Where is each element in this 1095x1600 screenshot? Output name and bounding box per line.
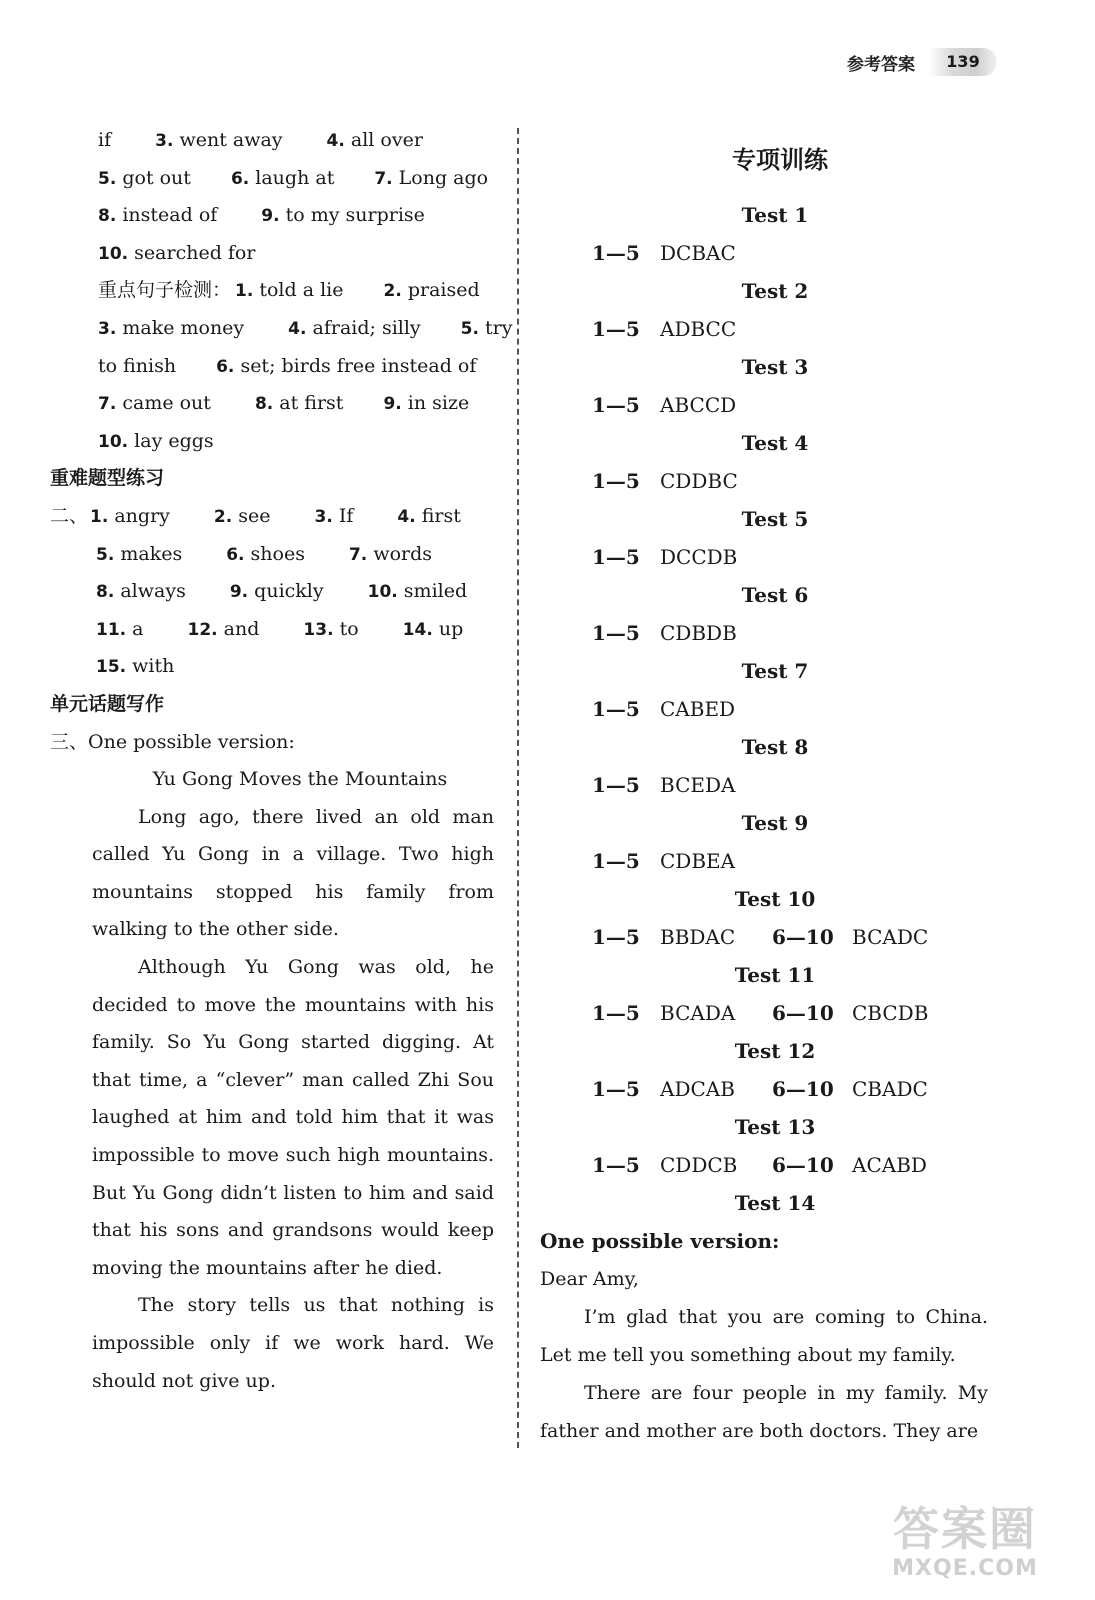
- item-number: 1.: [90, 506, 109, 527]
- item-text: first: [421, 504, 461, 527]
- item-text: angry: [114, 504, 170, 527]
- answer-line: [50, 310, 513, 348]
- test-answers: [540, 842, 1000, 880]
- test-block: [540, 804, 1000, 880]
- answer-item: [98, 423, 214, 462]
- answer-block-top: [50, 122, 500, 272]
- answer-item: [288, 310, 421, 349]
- item-number: 5.: [98, 168, 117, 189]
- item-text: makes: [120, 542, 183, 565]
- item-number: 2.: [383, 281, 402, 302]
- answer-range: 1—5: [592, 697, 640, 721]
- item-text: quickly: [254, 580, 324, 603]
- watermark-bottom: MXQE.COM: [892, 1556, 1038, 1581]
- answer-item: [383, 385, 469, 424]
- letter-paragraph: There are four people in my family. My father and mother are both doctors. They are: [540, 1382, 988, 1442]
- item-number: 6.: [226, 544, 245, 565]
- item-text: If: [338, 504, 354, 527]
- item-text: went away: [179, 129, 283, 151]
- answer-item: [383, 272, 479, 311]
- test-name: Test 7: [741, 659, 809, 683]
- answer-letters: CDBDB: [660, 621, 737, 645]
- section2-title: 重难题型练习: [50, 467, 165, 490]
- test-answers: [540, 994, 1000, 1032]
- answer-letters: CDDCB: [660, 1153, 738, 1177]
- item-text: always: [120, 580, 186, 603]
- test-block: [540, 424, 1000, 500]
- item-number: 6.: [216, 356, 235, 377]
- page-number: 139: [929, 48, 997, 76]
- answer-item: [374, 160, 488, 199]
- answer-range: 1—5: [592, 545, 640, 569]
- item-number: 4.: [397, 506, 416, 527]
- item-number: 3.: [155, 131, 174, 151]
- page-header: [847, 48, 997, 76]
- letter-paragraph: I’m glad that you are coming to China. Let me tell you something about my family.: [540, 1306, 988, 1366]
- item-text: told a lie: [259, 279, 344, 302]
- answer-line: [50, 498, 500, 536]
- answer-line: [50, 648, 500, 686]
- answer-item: [315, 498, 354, 537]
- test-name: Test 11: [734, 963, 816, 987]
- item-text: afraid; silly: [312, 316, 421, 339]
- special-training-title: 专项训练: [732, 146, 828, 174]
- test-block: [540, 196, 1000, 272]
- item-number: 2.: [213, 506, 233, 527]
- test-block: [540, 652, 1000, 728]
- answer-line: [50, 573, 500, 611]
- item-text: make money: [122, 316, 245, 339]
- item-text: up: [438, 617, 464, 640]
- watermark-logo: [865, 1502, 1065, 1592]
- answer-range: 1—5: [592, 469, 640, 493]
- answer-item: [349, 536, 432, 575]
- item-number: 9.: [383, 394, 402, 415]
- test-block: [540, 728, 1000, 804]
- answer-letters: CDBEA: [660, 849, 736, 873]
- test-block: [540, 576, 1000, 652]
- test-name: Test 5: [741, 507, 809, 531]
- test-name: Test 10: [734, 887, 816, 911]
- answer-item: [327, 122, 423, 161]
- test-block: [540, 1108, 1000, 1184]
- answer-letters: BCEDA: [660, 773, 736, 797]
- answer-range: 6—10: [772, 1153, 834, 1177]
- test-block: [540, 880, 1000, 956]
- item-text: smiled: [403, 580, 468, 603]
- test-block: [540, 272, 1000, 348]
- item-number: 7.: [98, 394, 117, 415]
- item-text: with: [132, 655, 175, 678]
- answer-range: 1—5: [592, 317, 640, 341]
- section3-prefix: 三、: [50, 730, 89, 753]
- item-text: lay eggs: [134, 429, 214, 452]
- test-name: Test 8: [741, 735, 809, 759]
- answer-item: [96, 536, 182, 575]
- answer-letters: ABCCD: [660, 393, 737, 417]
- key-sentences-block: [50, 310, 513, 460]
- answer-item: [98, 197, 217, 236]
- essay-title: Yu Gong Moves the Mountains: [152, 768, 448, 791]
- item-text: to finish: [98, 354, 177, 377]
- item-text: try: [485, 316, 513, 339]
- test-answers: [540, 690, 1000, 728]
- answer-letters: DCCDB: [660, 545, 738, 569]
- answer-range: 1—5: [592, 1001, 640, 1025]
- item-text: in size: [407, 392, 470, 415]
- item-number: 5.: [460, 318, 479, 339]
- key-sentences-label: 重点句子检测：: [98, 279, 232, 302]
- item-text: came out: [122, 392, 211, 415]
- answer-item: [216, 348, 476, 387]
- test-name: Test 1: [741, 203, 809, 227]
- item-number: 1.: [235, 281, 254, 302]
- answer-item: [235, 272, 343, 311]
- item-text: got out: [122, 166, 191, 189]
- test-block: [540, 1032, 1000, 1108]
- answer-letters: CABED: [660, 697, 736, 721]
- test-name: Test 4: [741, 431, 809, 455]
- test-name: Test 13: [734, 1115, 816, 1139]
- watermark-top: 答案圈: [893, 1502, 1037, 1556]
- essay: [50, 761, 494, 1400]
- answer-item: [98, 385, 211, 424]
- item-number: 7.: [348, 544, 368, 565]
- answer-item: [90, 498, 170, 537]
- item-number: 8.: [254, 394, 274, 415]
- test-name: Test 6: [741, 583, 809, 607]
- answer-item: [96, 573, 186, 612]
- item-text: see: [238, 504, 271, 527]
- essay-paragraph: Although Yu Gong was old, he decided to move the mountains with his family. So Yu Gong started digging. At that time, a “clever” man called Zhi Sou laughed at him and told him that it was impossible to move such high mountains. But Yu Gong didn’t listen to him and said that his sons and grandsons would keep moving the mountains after he died.: [92, 956, 494, 1279]
- answer-letters: BBDAC: [660, 925, 736, 949]
- answer-range: 1—5: [592, 1153, 640, 1177]
- item-number: 7.: [374, 168, 393, 189]
- answer-range: 6—10: [772, 1001, 834, 1025]
- test-answers: [540, 462, 1000, 500]
- answer-range: 1—5: [592, 1077, 640, 1101]
- answer-letters: BCADA: [660, 1001, 736, 1025]
- item-text: searched for: [134, 241, 256, 264]
- answer-item: [98, 160, 191, 199]
- item-number: 10.: [98, 243, 129, 264]
- letter-greeting: Dear Amy,: [540, 1268, 639, 1290]
- item-text: if: [98, 129, 112, 151]
- test-block: [540, 348, 1000, 424]
- test-14-name: Test 14: [734, 1191, 816, 1215]
- item-number: 8.: [96, 582, 115, 603]
- test-answers: [540, 918, 1000, 956]
- answer-line: [50, 536, 500, 574]
- answer-item: [261, 197, 425, 236]
- header-label: 参考答案: [847, 54, 915, 75]
- answer-letters: CBADC: [852, 1077, 928, 1101]
- answer-item: [231, 160, 334, 199]
- answer-letters: CDDBC: [660, 469, 738, 493]
- item-number: 6.: [230, 168, 250, 189]
- item-text: praised: [407, 279, 480, 302]
- item-number: 13.: [303, 619, 334, 640]
- test-block: [540, 956, 1000, 1032]
- answer-range: 1—5: [592, 241, 640, 265]
- answer-line: [50, 122, 500, 160]
- answer-item: [214, 498, 271, 537]
- answer-line: [50, 385, 500, 423]
- essay-paragraph: Long ago, there lived an old man called Yu Gong in a village. Two high mountains stopped his family from walking to the other side.: [92, 805, 494, 941]
- right-column: [540, 140, 1000, 1450]
- item-text: words: [373, 542, 433, 565]
- test-name: Test 3: [741, 355, 809, 379]
- tests-list: [540, 196, 1000, 1184]
- answer-line: [50, 611, 500, 649]
- essay-paragraph: The story tells us that nothing is impossible only if we work hard. We should not give up.: [92, 1294, 494, 1392]
- test-answers: [540, 386, 1000, 424]
- section3-title: 单元话题写作: [50, 692, 165, 715]
- test-answers: [540, 538, 1000, 576]
- answer-letters: CBCDB: [852, 1001, 929, 1025]
- item-number: 15.: [96, 657, 127, 678]
- item-number: 4.: [326, 131, 345, 151]
- item-number: 11.: [96, 619, 127, 640]
- answer-item: [98, 122, 111, 160]
- column-divider: [517, 128, 519, 1448]
- test-answers: [540, 1070, 1000, 1108]
- test-answers: [540, 766, 1000, 804]
- answer-item: [96, 611, 144, 650]
- answer-range: 1—5: [592, 621, 640, 645]
- answer-letters: DCBAC: [660, 241, 736, 265]
- test-block: [540, 500, 1000, 576]
- test-answers: [540, 310, 1000, 348]
- answer-item: [188, 611, 260, 650]
- item-text: a: [132, 617, 144, 640]
- test-answers: [540, 614, 1000, 652]
- answer-item: [226, 536, 305, 575]
- answer-line: [235, 279, 480, 301]
- item-number: 9.: [261, 206, 280, 227]
- answer-letters: ADBCC: [660, 317, 737, 341]
- item-number: 12.: [187, 619, 218, 640]
- answer-line: [50, 197, 500, 235]
- answer-item: [397, 498, 461, 537]
- item-text: Long ago: [398, 166, 489, 189]
- test-name: Test 12: [734, 1039, 816, 1063]
- item-number: 3.: [314, 506, 333, 527]
- item-text: and: [223, 617, 260, 640]
- answer-item: [155, 122, 282, 161]
- answer-range: 1—5: [592, 925, 640, 949]
- key-sentences-line: [50, 272, 500, 310]
- test-answers: [540, 234, 1000, 272]
- item-text: laugh at: [255, 166, 335, 189]
- answer-range: 1—5: [592, 773, 640, 797]
- item-number: 3.: [98, 318, 117, 339]
- item-text: to my surprise: [285, 204, 425, 227]
- answer-range: 1—5: [592, 393, 640, 417]
- answer-item: [98, 235, 255, 274]
- version-label: One possible version:: [540, 1229, 780, 1253]
- item-text: shoes: [250, 542, 305, 565]
- answer-line: [50, 235, 500, 273]
- left-column: [50, 122, 513, 1400]
- item-text: to: [339, 617, 359, 640]
- answer-line: [50, 160, 500, 198]
- test-name: Test 9: [741, 811, 809, 835]
- section2-prefix: 二、: [50, 504, 89, 527]
- item-number: 4.: [288, 318, 307, 339]
- test-name: Test 2: [741, 279, 809, 303]
- answer-item: [255, 385, 344, 424]
- answer-letters: ACABD: [852, 1153, 927, 1177]
- section3-intro-line: [50, 724, 500, 762]
- answer-item: [230, 573, 324, 612]
- answer-item: [96, 648, 174, 687]
- answer-range: 6—10: [772, 925, 834, 949]
- answer-line: [50, 423, 500, 461]
- item-text: at first: [279, 392, 344, 415]
- section3-intro: One possible version:: [88, 730, 295, 753]
- answer-range: 1—5: [592, 849, 640, 873]
- item-number: 14.: [402, 619, 433, 640]
- item-number: 10.: [367, 582, 398, 603]
- answer-item: [303, 611, 358, 650]
- test-answers: [540, 1146, 1000, 1184]
- item-number: 9.: [229, 582, 249, 603]
- item-number: 8.: [98, 206, 117, 227]
- section2-block: [50, 498, 500, 686]
- answer-line: [50, 348, 500, 386]
- answer-letters: ADCAB: [660, 1077, 735, 1101]
- answer-item: [403, 611, 464, 650]
- answer-item: [98, 310, 244, 349]
- item-text: set; birds free instead of: [240, 354, 477, 377]
- item-number: 10.: [98, 431, 129, 452]
- answer-letters: BCADC: [852, 925, 929, 949]
- answer-item: [368, 573, 468, 612]
- answer-range: 6—10: [772, 1077, 834, 1101]
- answer-item: [461, 310, 513, 349]
- item-text: instead of: [122, 204, 218, 227]
- answer-item: [98, 348, 176, 386]
- item-text: all over: [350, 129, 423, 151]
- item-number: 5.: [96, 544, 115, 565]
